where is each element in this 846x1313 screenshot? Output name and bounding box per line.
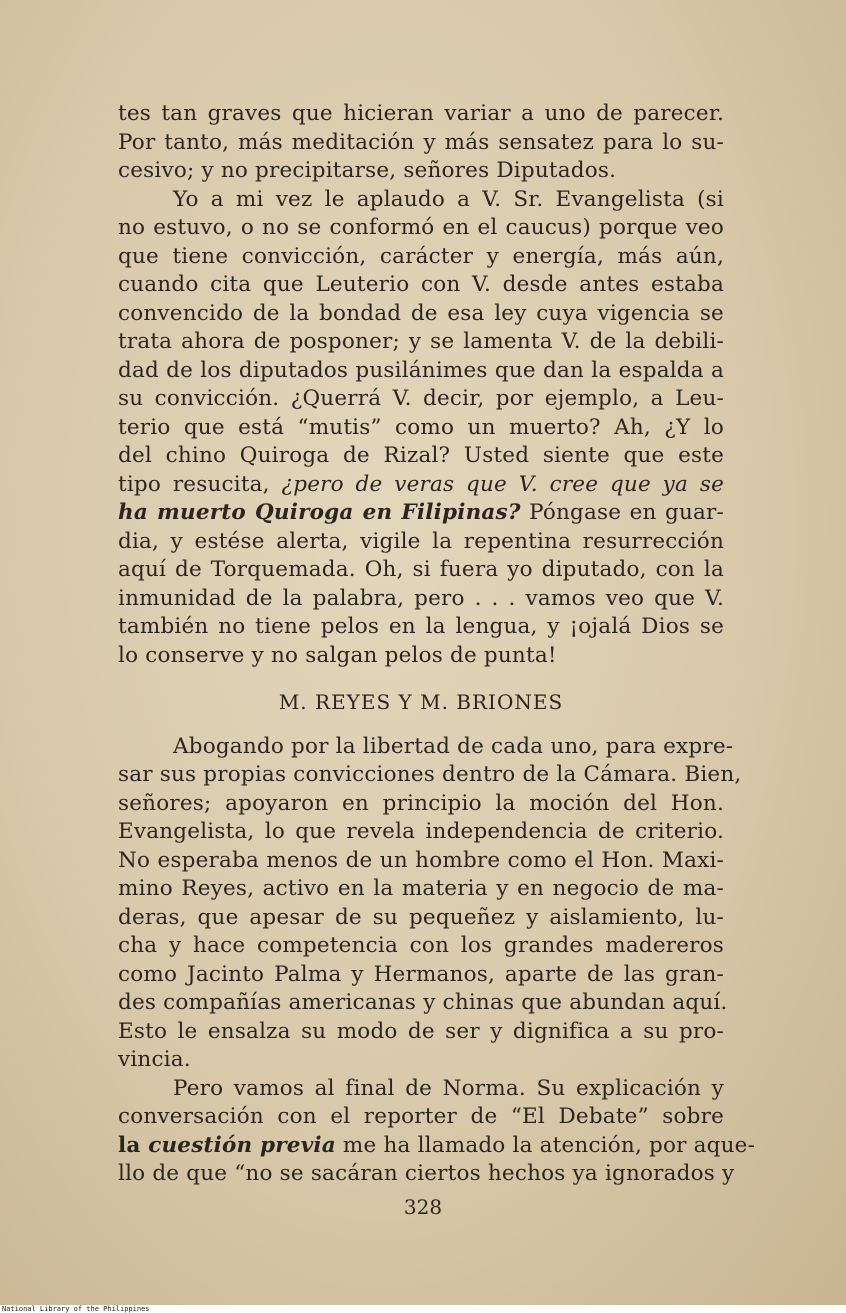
text-line — [118, 1132, 756, 1161]
text-line: convencido de la bondad de esa ley cuya vigencia se — [118, 300, 724, 326]
text-line: terio que está “mutis” como un muerto? Ah, ¿Y lo — [118, 414, 724, 440]
italic-text: cuestión previa — [148, 1132, 336, 1158]
text-line: vincia. — [118, 1047, 191, 1072]
text-line — [118, 471, 724, 500]
text-line: cuando cita que Leuterio con V. desde antes estaba — [118, 272, 724, 297]
text-line: cha y hace competencia con los grandes madereros — [118, 933, 724, 958]
text-line: deras, que apesar de su pequeñez y aislamiento, lu- — [118, 904, 724, 930]
text-line: sar sus propias convicciones dentro de la Cámara. Bien, — [118, 762, 742, 787]
text-segment: Póngase en guar- — [520, 500, 724, 525]
text-line: cesivo; y no precipitarse, señores Diputados. — [118, 158, 617, 183]
text-line: aquí de Torquemada. Oh, si fuera yo diputado, con la — [118, 557, 724, 582]
text-line: No esperaba menos de un hombre como el Hon. Maxi- — [118, 847, 724, 873]
text-line: como Jacinto Palma y Hermanos, aparte de las gran- — [118, 961, 724, 987]
text-line: señores; apoyaron en principio la moción del Hon. — [118, 790, 724, 816]
text-line: des compañías americanas y chinas que abundan aquí. — [118, 990, 728, 1015]
text-line: llo de que “no se sacáran ciertos hechos ya ignorados y — [118, 1161, 735, 1186]
text-line — [118, 499, 724, 528]
text-segment: me ha llamado la atención, por aque- — [335, 1132, 756, 1158]
text-segment: tipo resucita, — [118, 471, 282, 497]
text-line: inmunidad de la palabra, pero . . . vamos veo que V. — [118, 585, 724, 611]
text-line: su convicción. ¿Querrá V. decir, por ejemplo, a Leu- — [118, 386, 724, 411]
text-line: Pero vamos al final de Norma. Su explicación y — [173, 1075, 724, 1101]
library-credit: National Library of the Philippines — [0, 1305, 846, 1313]
text-line: que tiene convicción, carácter y energía, más aún, — [118, 243, 724, 269]
text-line: no estuvo, o no se conformó en el caucus) porque veo — [118, 215, 724, 240]
italic-text: ¿pero de veras que V. cree que ya se — [281, 471, 724, 497]
section-heading: M. REYES Y M. BRIONES — [278, 690, 564, 714]
text-line: tes tan graves que hicieran variar a uno de parecer. — [118, 101, 724, 126]
text-line: mino Reyes, activo en la materia y en negocio de ma- — [118, 876, 724, 901]
text-line: Esto le ensalza su modo de ser y dignifica a su pro- — [118, 1018, 724, 1044]
italic-text: ha muerto Quiroga en Filipinas? — [118, 500, 521, 525]
text-line: Por tanto, más meditación y más sensatez para lo su- — [118, 129, 724, 155]
text-line: Evangelista, lo que revela independencia de criterio. — [118, 819, 724, 844]
text-line: Yo a mi vez le aplaudo a V. Sr. Evangelista (si — [173, 186, 724, 212]
text-line: dad de los diputados pusilánimes que dan la espalda a — [118, 357, 724, 383]
text-line: dia, y estése alerta, vigile la repentina resurrección — [118, 528, 724, 554]
text-line: Abogando por la libertad de cada uno, para expre- — [173, 733, 734, 759]
text-segment: la — [118, 1132, 149, 1158]
text-line: del chino Quiroga de Rizal? Usted siente que este — [118, 443, 724, 468]
text-line: trata ahora de posponer; y se lamenta V. de la debili- — [118, 329, 724, 354]
text-line: conversación con el reporter de “El Debate” sobre — [118, 1104, 724, 1129]
text-line: también no tiene pelos en la lengua, y ¡ojalá Dios se — [118, 614, 724, 639]
body-text — [118, 100, 756, 1189]
text-line: lo conserve y no salgan pelos de punta! — [118, 642, 557, 668]
page-number: 328 — [403, 1195, 443, 1219]
